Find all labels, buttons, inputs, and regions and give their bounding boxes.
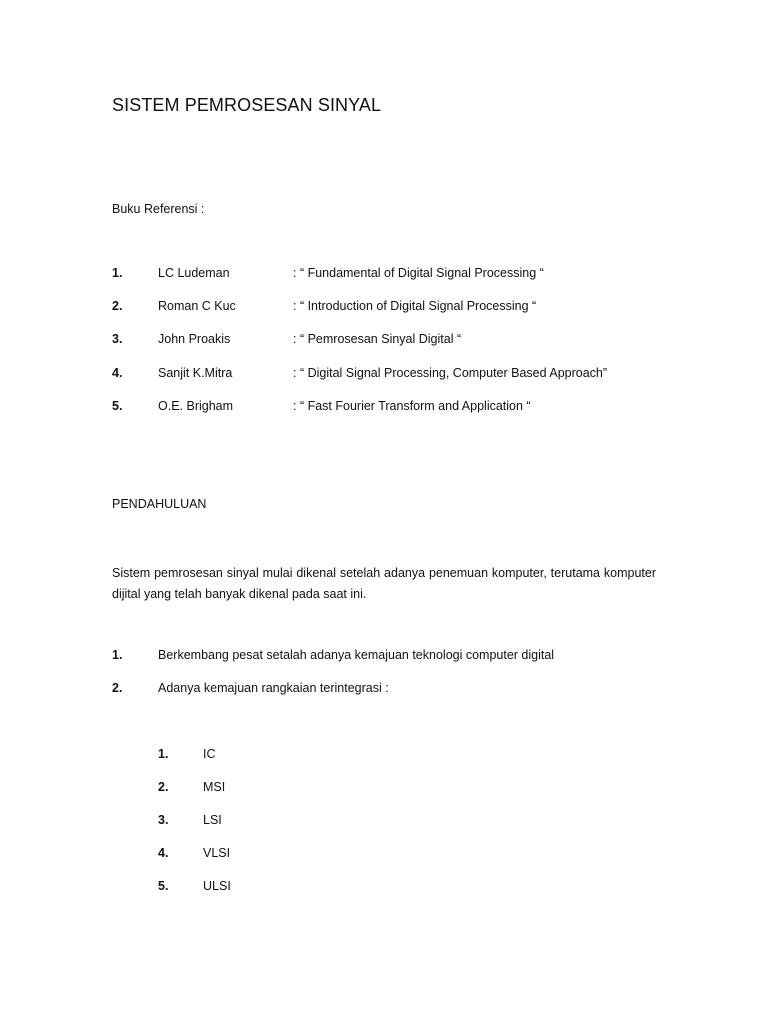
point-text: Berkembang pesat setalah adanya kemajuan teknologi computer digital <box>158 648 555 662</box>
reference-book: : “ Fast Fourier Transform and Application “ <box>293 399 531 413</box>
references-heading: Buku Referensi : <box>112 202 205 216</box>
point-number: 1. <box>112 648 123 662</box>
ic-type-text: VLSI <box>203 846 231 860</box>
point-text: Adanya kemajuan rangkaian terintegrasi : <box>158 681 389 695</box>
reference-number: 3. <box>112 332 123 346</box>
reference-book: : “ Introduction of Digital Signal Processing “ <box>293 299 537 313</box>
section-heading: PENDAHULUAN <box>112 497 207 511</box>
document-title: SISTEM PEMROSESAN SINYAL <box>112 95 382 115</box>
ic-type-text: IC <box>203 747 216 761</box>
reference-number: 5. <box>112 399 123 413</box>
reference-book: : “ Pemrosesan Sinyal Digital “ <box>293 332 462 346</box>
reference-number: 4. <box>112 366 123 380</box>
reference-book: : “ Digital Signal Processing, Computer Based Approach” <box>293 366 608 380</box>
ic-type-number: 5. <box>158 879 169 893</box>
reference-author: John Proakis <box>158 332 231 346</box>
reference-author: O.E. Brigham <box>158 399 234 413</box>
reference-number: 2. <box>112 299 123 313</box>
reference-author: Roman C Kuc <box>158 299 236 313</box>
ic-type-text: ULSI <box>203 879 231 893</box>
ic-type-number: 1. <box>158 747 169 761</box>
ic-type-number: 3. <box>158 813 169 827</box>
reference-author: LC Ludeman <box>158 266 230 280</box>
reference-author: Sanjit K.Mitra <box>158 366 233 380</box>
point-number: 2. <box>112 681 123 695</box>
reference-number: 1. <box>112 266 123 280</box>
ic-type-text: LSI <box>203 813 222 827</box>
ic-type-text: MSI <box>203 780 226 794</box>
ic-type-number: 4. <box>158 846 169 860</box>
reference-book: : “ Fundamental of Digital Signal Processing “ <box>293 266 544 280</box>
ic-type-number: 2. <box>158 780 169 794</box>
intro-paragraph: Sistem pemrosesan sinyal mulai dikenal setelah adanya penemuan komputer, terutama komputer dijital yang telah banyak dikenal pada saat ini. <box>112 566 656 601</box>
